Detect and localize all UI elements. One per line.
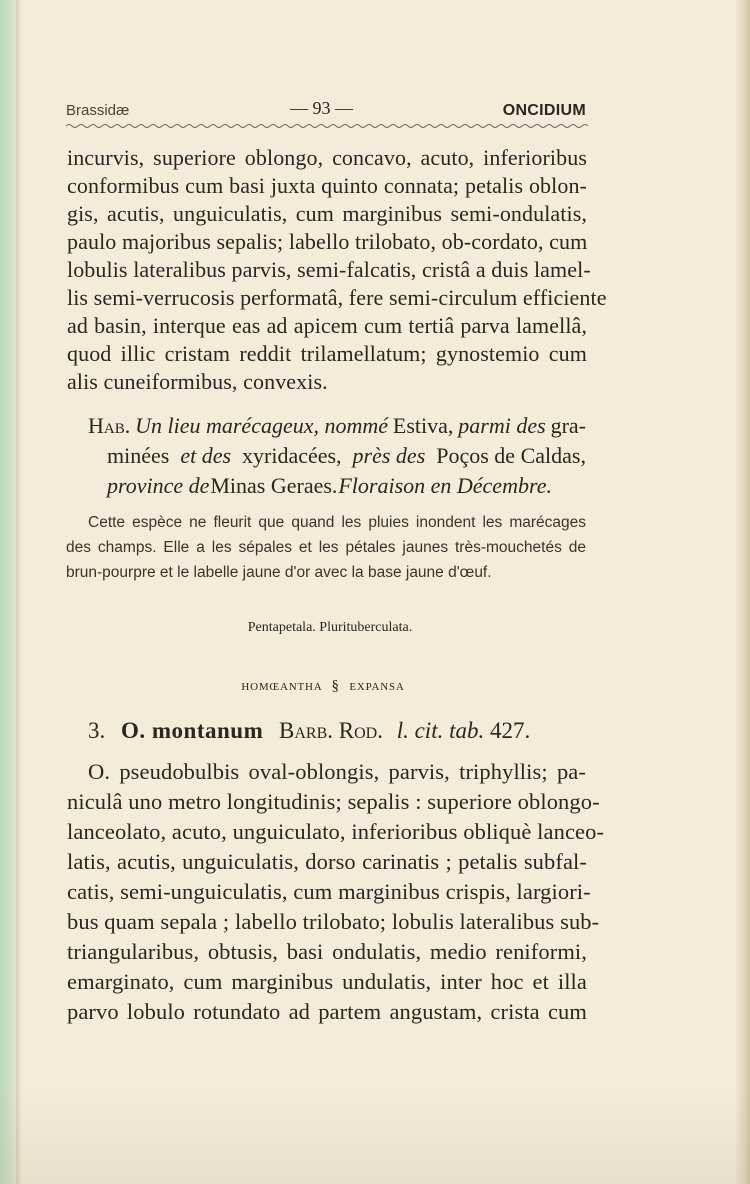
description-line: lis semi-verrucosis performatâ, fere semi-circulum efficiente: [67, 285, 607, 310]
header-family: Brassidæ: [66, 102, 130, 119]
description-line: gis, acutis, unguiculatis, cum marginibus semi-ondulatis,: [67, 201, 587, 226]
habitat-text: et des: [180, 443, 232, 468]
habitat-label: Hab.: [88, 413, 131, 438]
note-line: brun-pourpre et le labelle jaune d'or avec la base jaune d'œuf.: [66, 564, 492, 581]
description-line: quod illic cristam reddit trilamellatum; gynostemio cum: [67, 341, 587, 366]
page-gutter-shadow: [16, 0, 22, 1184]
header-wavy-rule: [66, 121, 588, 131]
habitat-line-1: [88, 413, 586, 439]
species-name: O. montanum: [121, 718, 264, 743]
species-author: Barb. Rod.: [279, 718, 383, 743]
description-line: paulo majoribus sepalis; labello trilobato, ob-cordato, cum: [67, 229, 588, 254]
description-line: alis cuneiformibus, convexis.: [67, 369, 328, 394]
habitat-line-3: [107, 473, 552, 499]
description-line: incurvis, superiore oblongo, concavo, acuto, inferioribus: [67, 145, 587, 170]
species-description-line: emarginato, cum marginibus undulatis, inter hoc et illa: [67, 969, 587, 994]
habitat-place: Minas Geraes.: [210, 473, 338, 498]
subgroup-heading: Pentapetala. Plurituberculata.: [247, 620, 413, 635]
habitat-text: Un lieu marécageux, nommé: [135, 413, 389, 438]
species-plate-number: 427.: [489, 718, 531, 743]
page-right-edge: [736, 0, 750, 1184]
description-line: conformibus cum basi juxta quinto connata; petalis oblon-: [67, 173, 587, 198]
species-description-line: O. pseudobulbis oval-oblongis, parvis, triphyllis; pa-: [88, 759, 586, 784]
species-reference: l. cit. tab.: [396, 718, 485, 743]
running-header: [66, 98, 586, 122]
species-description-line: parvo lobulo rotundato ad partem angustam, crista cum: [67, 999, 587, 1024]
page-number: — 93 —: [290, 98, 353, 118]
species-description-line: triangularibus, obtusis, basi ondulatis, medio reniformi,: [67, 939, 587, 964]
species-description-line: bus quam sepala ; labello trilobato; lobulis lateralibus sub-: [67, 909, 600, 934]
note-line: des champs. Elle a les sépales et les pétales jaunes très-mouchetés de: [66, 539, 586, 556]
header-genus: ONCIDIUM: [502, 102, 586, 119]
habitat-flowering: Floraison en Décembre.: [338, 473, 552, 498]
species-heading: [88, 718, 530, 744]
description-line: lobulis lateralibus parvis, semi-falcatis, cristâ a duis lamel-: [67, 257, 591, 282]
page-binding-edge: [0, 0, 16, 1184]
section-heading: [0, 678, 646, 695]
species-description-line: latis, acutis, unguiculatis, dorso carinatis ; petalis subfal-: [67, 849, 587, 874]
species-description-line: lanceolato, acuto, unguiculato, inferioribus obliquè lanceo-: [67, 819, 605, 844]
section-sign: §: [331, 678, 340, 694]
habitat-text: parmi des: [458, 413, 546, 438]
habitat-text: près des: [352, 443, 426, 468]
section-name-left: HOMŒANTHA: [241, 681, 322, 693]
page-bottom-shade: [0, 1084, 750, 1184]
habitat-text: minées: [107, 443, 170, 468]
habitat-text: xyridacées,: [242, 443, 342, 468]
species-description-line: catis, semi-unguiculatis, cum marginibus crispis, largiori-: [67, 879, 591, 904]
description-line: ad basin, interque eas ad apicem cum tertiâ parva lamellâ,: [67, 313, 587, 338]
species-number: 3.: [88, 718, 106, 743]
habitat-text: province de: [107, 473, 210, 498]
habitat-place: Estiva,: [392, 413, 454, 438]
habitat-line-2: [107, 443, 586, 469]
species-description-line: niculâ uno metro longitudinis; sepalis : superiore oblongo-: [67, 789, 600, 814]
note-line: Cette espèce ne fleurit que quand les pluies inondent les marécages: [88, 514, 586, 531]
habitat-place: Poços de Caldas,: [436, 443, 586, 468]
habitat-text: gra-: [550, 413, 586, 438]
section-name-right: EXPANSA: [349, 681, 405, 693]
